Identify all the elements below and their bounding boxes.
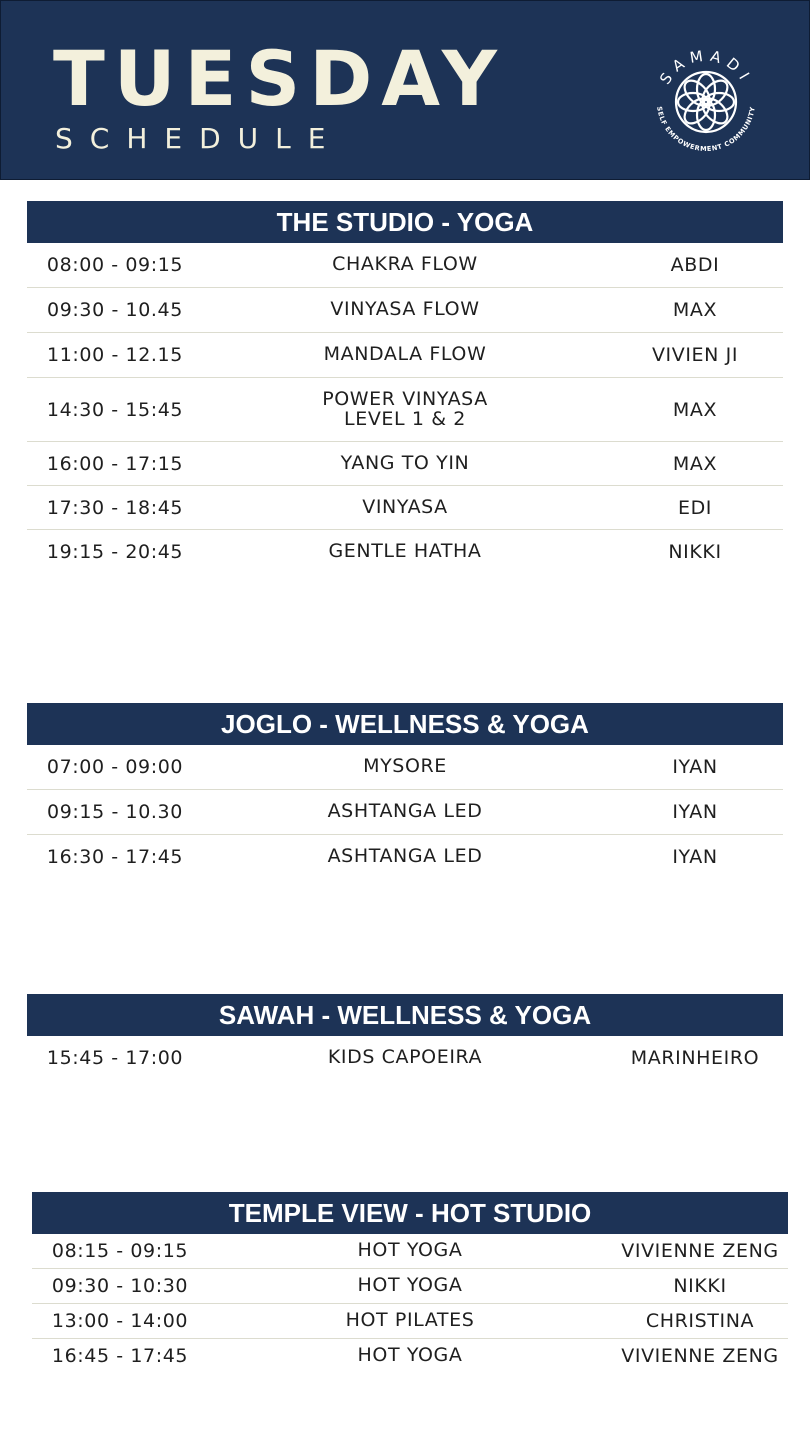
class-instructor: NIKKI: [668, 540, 722, 563]
schedule-row: [27, 745, 783, 790]
section-temple-view: [32, 1192, 788, 1373]
class-time: 17:30 - 18:45: [46, 496, 184, 519]
schedule-row: [32, 1269, 788, 1304]
section-title: JOGLO - WELLNESS & YOGA: [27, 703, 783, 745]
class-instructor: NIKKI: [673, 1275, 727, 1297]
svg-text:SAMADI: SAMADI: [656, 46, 757, 88]
class-name: HOT YOGA: [357, 1239, 463, 1262]
schedule-row: [32, 1304, 788, 1339]
schedule-row: [27, 378, 783, 442]
class-time: 13:00 - 14:00: [51, 1310, 189, 1332]
section-joglo: [27, 703, 783, 879]
class-name: HOT PILATES: [345, 1309, 475, 1332]
class-time: 08:00 - 09:15: [46, 254, 184, 276]
class-name: MANDALA FLOW: [323, 343, 487, 366]
class-instructor: MAX: [672, 452, 718, 475]
class-name: HOT YOGA: [357, 1274, 463, 1297]
class-name: KIDS CAPOEIRA: [327, 1046, 483, 1069]
class-instructor: ABDI: [670, 254, 720, 276]
schedule-row: [27, 442, 783, 486]
schedule-row: [27, 288, 783, 333]
page-subtitle: SCHEDULE: [55, 122, 343, 155]
class-time: 19:15 - 20:45: [46, 540, 184, 563]
header-banner: [0, 0, 810, 180]
section-title: TEMPLE VIEW - HOT STUDIO: [32, 1192, 788, 1234]
class-name: MYSORE: [363, 755, 447, 778]
section-title: SAWAH - WELLNESS & YOGA: [27, 994, 783, 1036]
svg-text:SELF EMPOWERMENT COMMUNITY: SELF EMPOWERMENT COMMUNITY: [655, 105, 757, 154]
class-time: 08:15 - 09:15: [51, 1240, 189, 1262]
schedule-row: [27, 1036, 783, 1080]
class-instructor: IYAN: [672, 846, 718, 868]
class-name: ASHTANGA LED: [327, 800, 483, 823]
class-instructor: IYAN: [672, 756, 718, 778]
page-title: TUESDAY: [53, 34, 506, 123]
samadi-logo: [643, 39, 769, 165]
class-time: 15:45 - 17:00: [46, 1047, 184, 1069]
class-time: 09:15 - 10.30: [47, 801, 183, 823]
class-time: 14:30 - 15:45: [46, 398, 184, 421]
class-name: VINYASA FLOW: [330, 298, 480, 321]
schedule-row: [27, 790, 783, 835]
class-time: 09:30 - 10:30: [51, 1275, 189, 1297]
section-title: THE STUDIO - YOGA: [27, 201, 783, 243]
schedule-row: [27, 486, 783, 530]
class-time: 07:00 - 09:00: [46, 756, 184, 778]
schedule-row: [27, 835, 783, 879]
schedule-row: [27, 243, 783, 288]
class-name: YANG TO YIN: [340, 451, 470, 474]
class-instructor: VIVIENNE ZENG: [621, 1345, 779, 1367]
class-instructor: MAX: [672, 398, 718, 421]
schedule-row: [27, 333, 783, 378]
class-name: [203, 387, 607, 430]
lotus-icon: [676, 72, 736, 132]
section-sawah: [27, 994, 783, 1080]
class-instructor: MAX: [672, 299, 718, 321]
section-the-studio: [27, 201, 783, 573]
class-time: 16:30 - 17:45: [46, 846, 184, 868]
schedule-row: [27, 530, 783, 573]
schedule-row: [32, 1339, 788, 1373]
class-name: GENTLE HATHA: [328, 539, 482, 562]
class-name: HOT YOGA: [357, 1344, 463, 1367]
class-name: VINYASA: [362, 495, 448, 518]
class-instructor: CHRISTINA: [645, 1310, 755, 1332]
class-name-line1: POWER VINYASA: [322, 387, 488, 410]
class-name-line2: LEVEL 1 & 2: [344, 407, 466, 430]
class-time: 16:45 - 17:45: [51, 1345, 189, 1367]
schedule-row: [32, 1234, 788, 1269]
class-instructor: VIVIEN JI: [651, 344, 739, 366]
class-time: 11:00 - 12.15: [47, 344, 183, 366]
class-name: CHAKRA FLOW: [332, 253, 478, 276]
class-instructor: EDI: [677, 496, 713, 519]
class-time: 16:00 - 17:15: [46, 452, 184, 475]
class-name: ASHTANGA LED: [327, 845, 483, 868]
class-instructor: VIVIENNE ZENG: [621, 1240, 779, 1262]
class-time: 09:30 - 10.45: [47, 299, 183, 321]
class-instructor: IYAN: [672, 801, 718, 823]
class-instructor: MARINHEIRO: [630, 1047, 760, 1069]
